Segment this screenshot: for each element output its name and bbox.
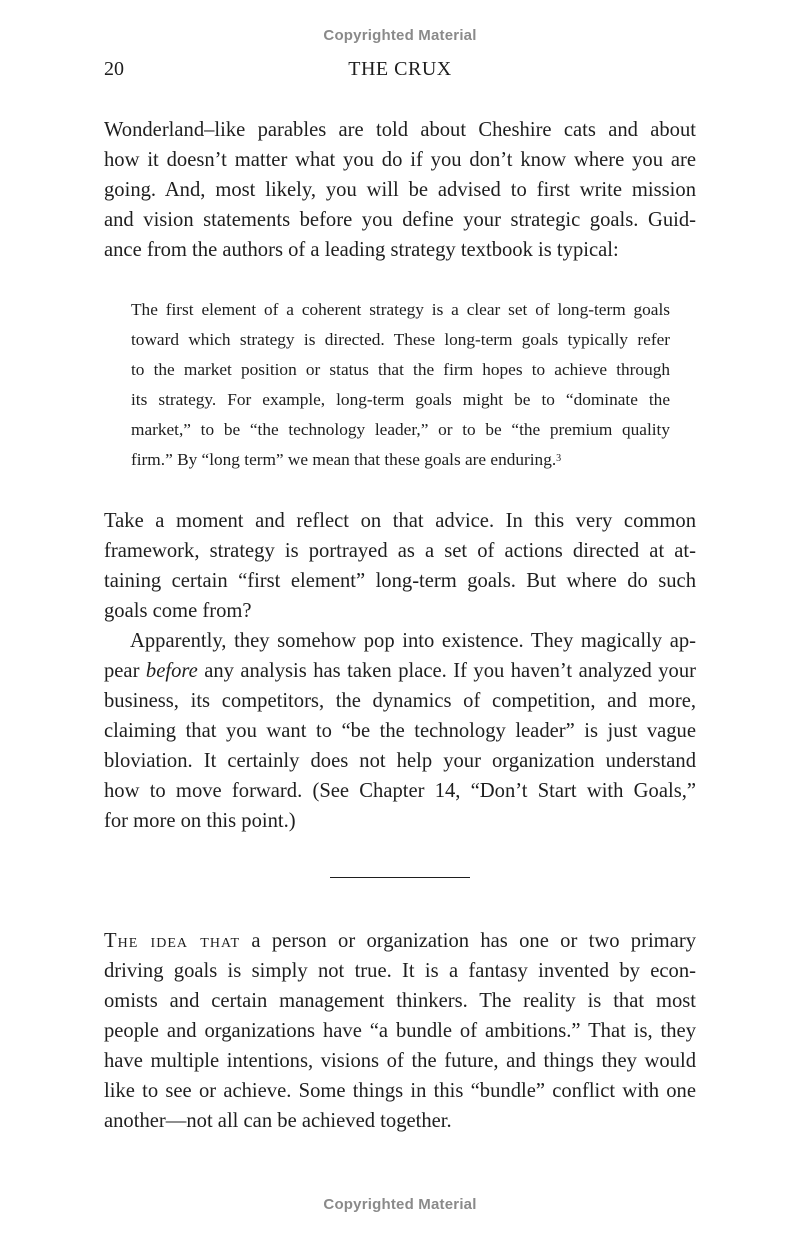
running-head xyxy=(104,58,696,84)
text-line: bloviation. It certainly does not help your organization understand xyxy=(104,750,696,772)
text-fragment: pear xyxy=(104,660,146,682)
copyright-watermark-bottom: Copyrighted Material xyxy=(323,1196,477,1213)
quote-line: The first element of a coherent strategy is a clear set of long-term goals xyxy=(131,300,670,319)
text-line xyxy=(104,926,696,956)
text-line: Take a moment and reflect on that advice. In this very common xyxy=(104,510,696,532)
block-quote xyxy=(131,295,670,475)
text-line: like to see or achieve. Some things in this “bundle” conflict with one xyxy=(104,1080,696,1102)
quote-line: market,” to be “the technology leader,” or to be “the premium quality xyxy=(131,420,670,439)
smallcaps-opening: The idea that xyxy=(104,930,241,952)
copyright-watermark-top: Copyrighted Material xyxy=(323,27,477,44)
italic-word: before xyxy=(145,660,198,682)
text-line xyxy=(104,656,696,686)
quote-line: its strategy. For example, long-term goals might be to “dominate the xyxy=(131,390,670,409)
quote-line: to the market position or status that the firm hopes to achieve through xyxy=(131,360,670,379)
text-line: taining certain “first element” long-term goals. But where do such xyxy=(104,570,696,592)
paragraph-1 xyxy=(104,115,696,265)
text-line: claiming that you want to “be the technology leader” is just vague xyxy=(104,720,696,742)
text-line: Apparently, they somehow pop into existence. They magically ap- xyxy=(130,630,696,652)
text-line: framework, strategy is portrayed as a set of actions directed at at- xyxy=(104,540,696,562)
text-line: how it doesn’t matter what you do if you don’t know where you are xyxy=(104,149,696,171)
text-line: and vision statements before you define your strategic goals. Guid- xyxy=(104,209,696,231)
paragraph-4 xyxy=(104,926,696,1136)
text-line: going. And, most likely, you will be advised to first write mission xyxy=(104,179,696,201)
text-line: how to move forward. (See Chapter 14, “Don’t Start with Goals,” xyxy=(104,780,696,802)
quote-line xyxy=(131,445,670,475)
section-divider xyxy=(330,877,470,878)
text-line: have multiple intentions, visions of the future, and things they would xyxy=(104,1050,696,1072)
text-line: Wonderland–like parables are told about Cheshire cats and about xyxy=(104,119,696,141)
text-line: business, its competitors, the dynamics of competition, and more, xyxy=(104,690,696,712)
text-fragment: any analysis has taken place. If you haven’t analyzed your xyxy=(197,660,696,682)
page-number: 20 xyxy=(104,58,124,80)
text-line: people and organizations have “a bundle of ambitions.” That is, they xyxy=(104,1020,696,1042)
text-fragment: a person or organization has one or two primary xyxy=(240,930,696,952)
quote-line-text: firm.” By “long term” we mean that these goals are enduring. xyxy=(131,450,557,469)
text-line: for more on this point.) xyxy=(104,810,296,832)
text-line: ance from the authors of a leading strategy textbook is typical: xyxy=(104,239,619,261)
text-line: omists and certain management thinkers. The reality is that most xyxy=(104,990,696,1012)
text-line: another—not all can be achieved together. xyxy=(104,1110,452,1132)
text-line: goals come from? xyxy=(104,600,252,622)
paragraph-2 xyxy=(104,506,696,626)
quote-line: toward which strategy is directed. These long-term goals typically refer xyxy=(131,330,670,349)
text-line: driving goals is simply not true. It is a fantasy invented by econ- xyxy=(104,960,696,982)
paragraph-3 xyxy=(104,626,696,836)
footnote-reference[interactable]: 3 xyxy=(556,453,562,464)
running-title: THE CRUX xyxy=(348,58,452,80)
